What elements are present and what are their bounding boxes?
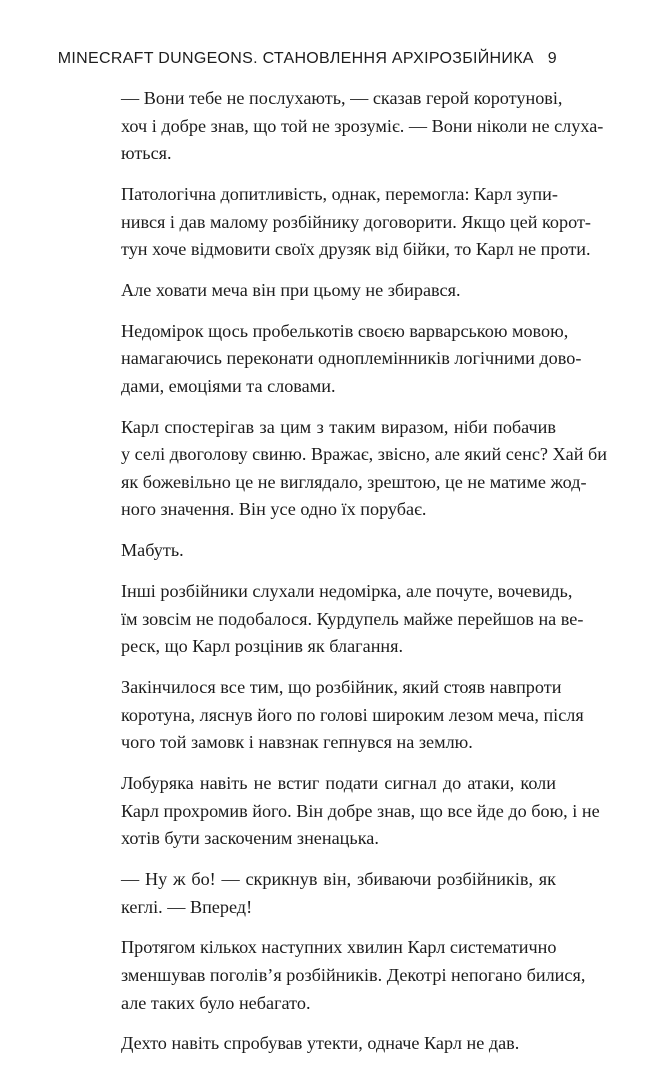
- text-line: Лобуряка навіть не встиг подати сигнал до атаки, коли: [121, 772, 556, 793]
- paragraph: [121, 277, 556, 305]
- text-line: ються.: [121, 143, 172, 164]
- text-line: — Вони тебе не послухають, — сказав герой коротунові,: [121, 88, 563, 108]
- text-line: зменшував поголів’я розбійників. Декотрі непогано билися,: [121, 964, 586, 985]
- text-line: Дехто навіть спробував утекти, одначе Карл не дав.: [121, 1033, 520, 1054]
- text-line: хотів бути заскоченим зненацька.: [121, 828, 379, 849]
- text-line: Протягом кількох наступних хвилин Карл систематично: [121, 937, 557, 958]
- paragraph: [121, 674, 584, 757]
- text-line: — Ну ж бо! — скрикнув він, збиваючи розбійників, як: [121, 868, 556, 889]
- paragraph: [121, 866, 556, 921]
- text-line: коротуна, ляснув його по голові широким лезом меча, після: [121, 704, 584, 725]
- paragraph: [121, 770, 600, 853]
- text-line: Карл спостерігав за цим з таким виразом, ніби побачив: [121, 416, 556, 437]
- text-line: кеглі. — Вперед!: [121, 896, 253, 917]
- text-line: у селі двоголову свиню. Вражає, звісно, але який сенс? Хай би: [121, 444, 607, 465]
- paragraph: [121, 537, 556, 565]
- text-line: Інші розбійники слухали недомірка, але почуте, вочевидь,: [121, 581, 573, 602]
- running-header: [0, 50, 557, 68]
- text-line: хоч і добре знав, що той не зрозуміє. — Вони ніколи не слуха-: [121, 115, 604, 136]
- text-line: їм зовсім не подобалося. Курдупель майже перейшов на ве-: [121, 608, 584, 629]
- paragraph: [121, 578, 584, 661]
- text-line: Карл прохромив його. Він добре знав, що все йде до бою, і не: [121, 800, 600, 821]
- text-line: тун хоче відмовити своїх друзяк від бійки, то Карл не проти.: [121, 239, 591, 260]
- text-line: нився і дав малому розбійнику договорити. Якщо цей корот-: [121, 211, 591, 232]
- text-line: реск, що Карл розцінив як благання.: [121, 636, 404, 657]
- body-text: [121, 85, 607, 1071]
- text-line: Закінчилося все тим, що розбійник, який стояв навпроти: [121, 677, 562, 697]
- text-line: намагаючись переконати одноплемінників логічними дово-: [121, 348, 582, 369]
- text-line: Патологічна допитливість, однак, перемогла: Карл зупи-: [121, 183, 558, 204]
- text-line: дами, емоціями та словами.: [121, 375, 336, 396]
- book-title: MINECRAFT DUNGEONS. СТАНОВЛЕННЯ АРХІРОЗБІЙНИКА: [57, 50, 534, 67]
- paragraph: [121, 934, 586, 1017]
- paragraph: [121, 85, 604, 168]
- paragraph: [121, 181, 591, 264]
- paragraph: [121, 414, 607, 524]
- paragraph: [121, 318, 582, 401]
- text-line: ного значення. Він усе одно їх порубає.: [121, 499, 427, 520]
- text-line: але таких було небагато.: [121, 992, 311, 1013]
- paragraph: [121, 1030, 556, 1058]
- text-line: чого той замовк і навзнак гепнувся на землю.: [121, 732, 473, 753]
- text-line: як божевільно це не виглядало, зрештою, це не матиме жод-: [121, 471, 587, 492]
- page-number: 9: [547, 50, 557, 67]
- text-line: Мабуть.: [121, 540, 184, 561]
- text-line: Але ховати меча він при цьому не збирався.: [121, 279, 461, 300]
- text-line: Недомірок щось пробелькотів своєю варварською мовою,: [121, 320, 569, 341]
